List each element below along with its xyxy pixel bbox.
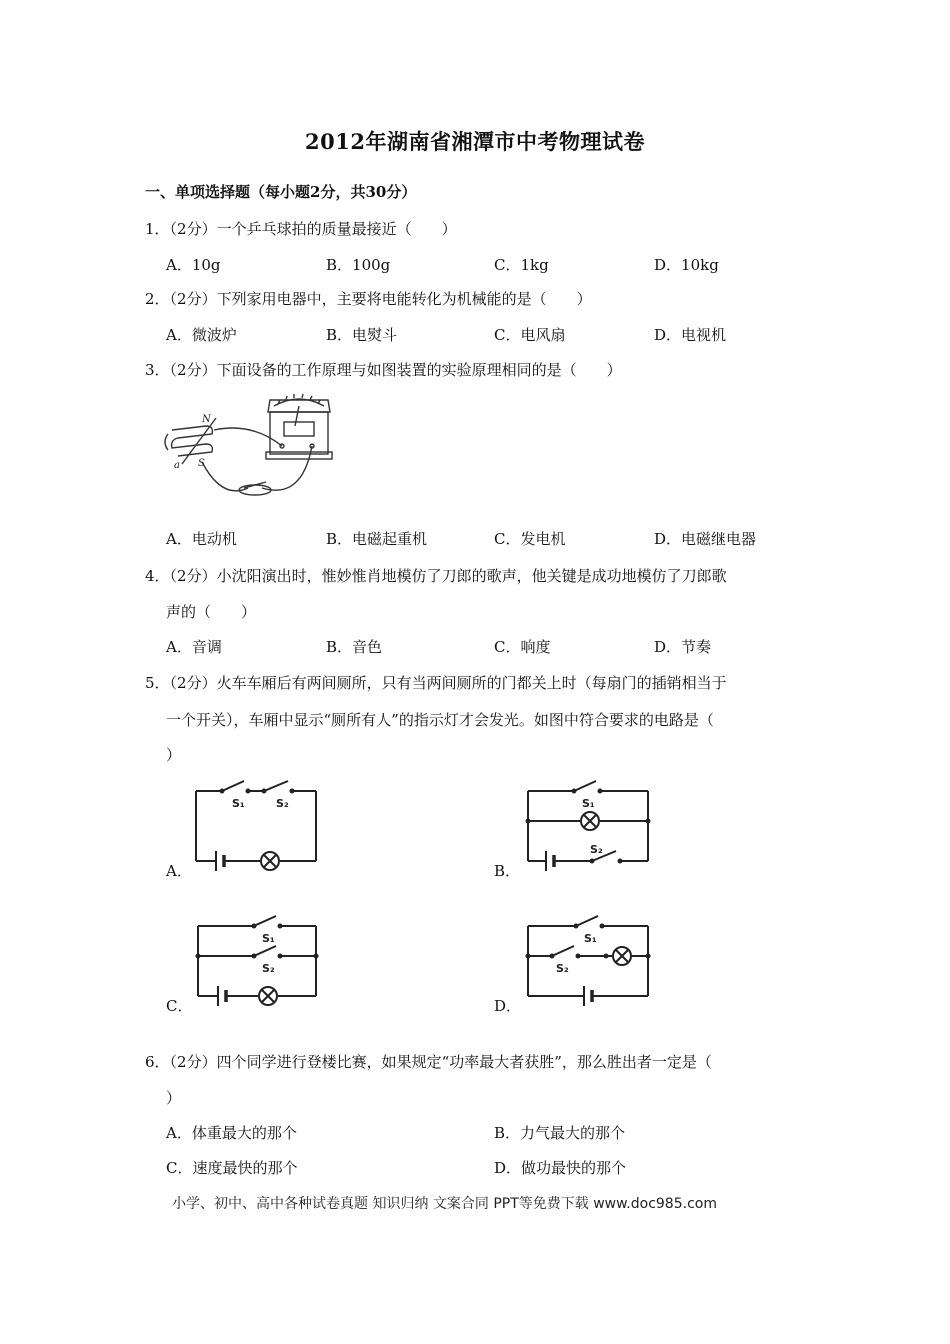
circuit-a-s1-label: S₁ — [232, 797, 245, 810]
question-3-stem: 3．（2分）下面设备的工作原理与如图装置的实验原理相同的是（ ） — [145, 361, 622, 379]
question-5-stem-line-2: 一个开关），车厢中显示“厕所有人”的指示灯才会发光。如图中符合要求的电路是（ — [166, 711, 714, 729]
q3-option-d: D．电磁继电器 — [654, 530, 757, 548]
circuit-d-s1-label: S₁ — [584, 932, 597, 945]
question-4-stem-line-1: 4．（2分）小沈阳演出时，惟妙惟肖地模仿了刀郎的歌声，他关键是成功地模仿了刀郎歌 — [145, 567, 727, 585]
question-5-stem-line-1: 5．（2分）火车车厢后有两间厕所，只有当两间厕所的门都关上时（每扇门的插销相当于 — [145, 674, 727, 692]
q2-option-d: D．电视机 — [654, 326, 727, 344]
q2-option-a: A．微波炉 — [166, 326, 237, 344]
magnet-n-label: N — [202, 414, 211, 425]
q3-option-a: A．电动机 — [166, 530, 237, 548]
conductor-a-label: a — [174, 460, 180, 471]
circuit-b-s2-label: S₂ — [590, 843, 603, 856]
section-heading: 一、单项选择题（每小题2分，共30分） — [145, 183, 417, 201]
q5-option-b: B． — [494, 862, 521, 880]
q1-option-a: A．10g — [166, 256, 221, 274]
q4-option-a: A．音调 — [166, 638, 222, 656]
circuit-d-diagram — [522, 910, 657, 1010]
q4-option-b: B．音色 — [326, 638, 383, 656]
q2-option-c: C．电风扇 — [494, 326, 566, 344]
circuit-d-s2-label: S₂ — [556, 962, 569, 975]
circuit-b-s1-label: S₁ — [582, 797, 595, 810]
q1-option-b: B．100g — [326, 256, 391, 274]
q6-option-c: C．速度最快的那个 — [166, 1159, 298, 1177]
exam-title: 2012年湖南省湘潭市中考物理试卷 — [305, 129, 645, 154]
q1-option-c: C．1kg — [494, 256, 549, 274]
q3-option-c: C．发电机 — [494, 530, 566, 548]
circuit-c-diagram — [192, 910, 322, 1010]
q1-option-d: D．10kg — [654, 256, 719, 274]
circuit-c-s1-label: S₁ — [262, 932, 275, 945]
q5-option-c: C． — [166, 997, 193, 1015]
question-2-stem: 2．（2分）下列家用电器中，主要将电能转化为机械能的是（ ） — [145, 290, 592, 308]
q3-option-b: B．电磁起重机 — [326, 530, 428, 548]
circuit-b-diagram — [522, 775, 657, 875]
question-4-stem-line-2: 声的（ ） — [166, 603, 257, 621]
q4-option-d: D．节奏 — [654, 638, 712, 656]
question-6-stem-line-2: ） — [166, 1089, 182, 1107]
question-5-stem-line-3: ） — [166, 746, 182, 764]
q5-option-a: A． — [166, 862, 192, 880]
q6-option-b: B．力气最大的那个 — [494, 1124, 626, 1142]
question-6-stem-line-1: 6．（2分）四个同学进行登楼比赛，如果规定“功率最大者获胜”，那么胜出者一定是（ — [145, 1053, 712, 1071]
circuit-a-s2-label: S₂ — [276, 797, 289, 810]
circuit-c-s2-label: S₂ — [262, 962, 275, 975]
q4-option-c: C．响度 — [494, 638, 551, 656]
electromagnetic-induction-apparatus — [162, 390, 337, 505]
question-1-stem: 1．（2分）一个乒乓球拍的质量最接近（ ） — [145, 220, 457, 238]
footer-download-notice: 小学、初中、高中各种试卷真题 知识归纳 文案合同 PPT等免费下载 www.doc985.com — [172, 1196, 717, 1212]
q5-option-d: D． — [494, 997, 522, 1015]
magnet-s-label: S — [198, 458, 205, 469]
q6-option-d: D．做功最快的那个 — [494, 1159, 627, 1177]
q6-option-a: A．体重最大的那个 — [166, 1124, 297, 1142]
circuit-a-diagram — [192, 775, 322, 875]
q2-option-b: B．电熨斗 — [326, 326, 398, 344]
